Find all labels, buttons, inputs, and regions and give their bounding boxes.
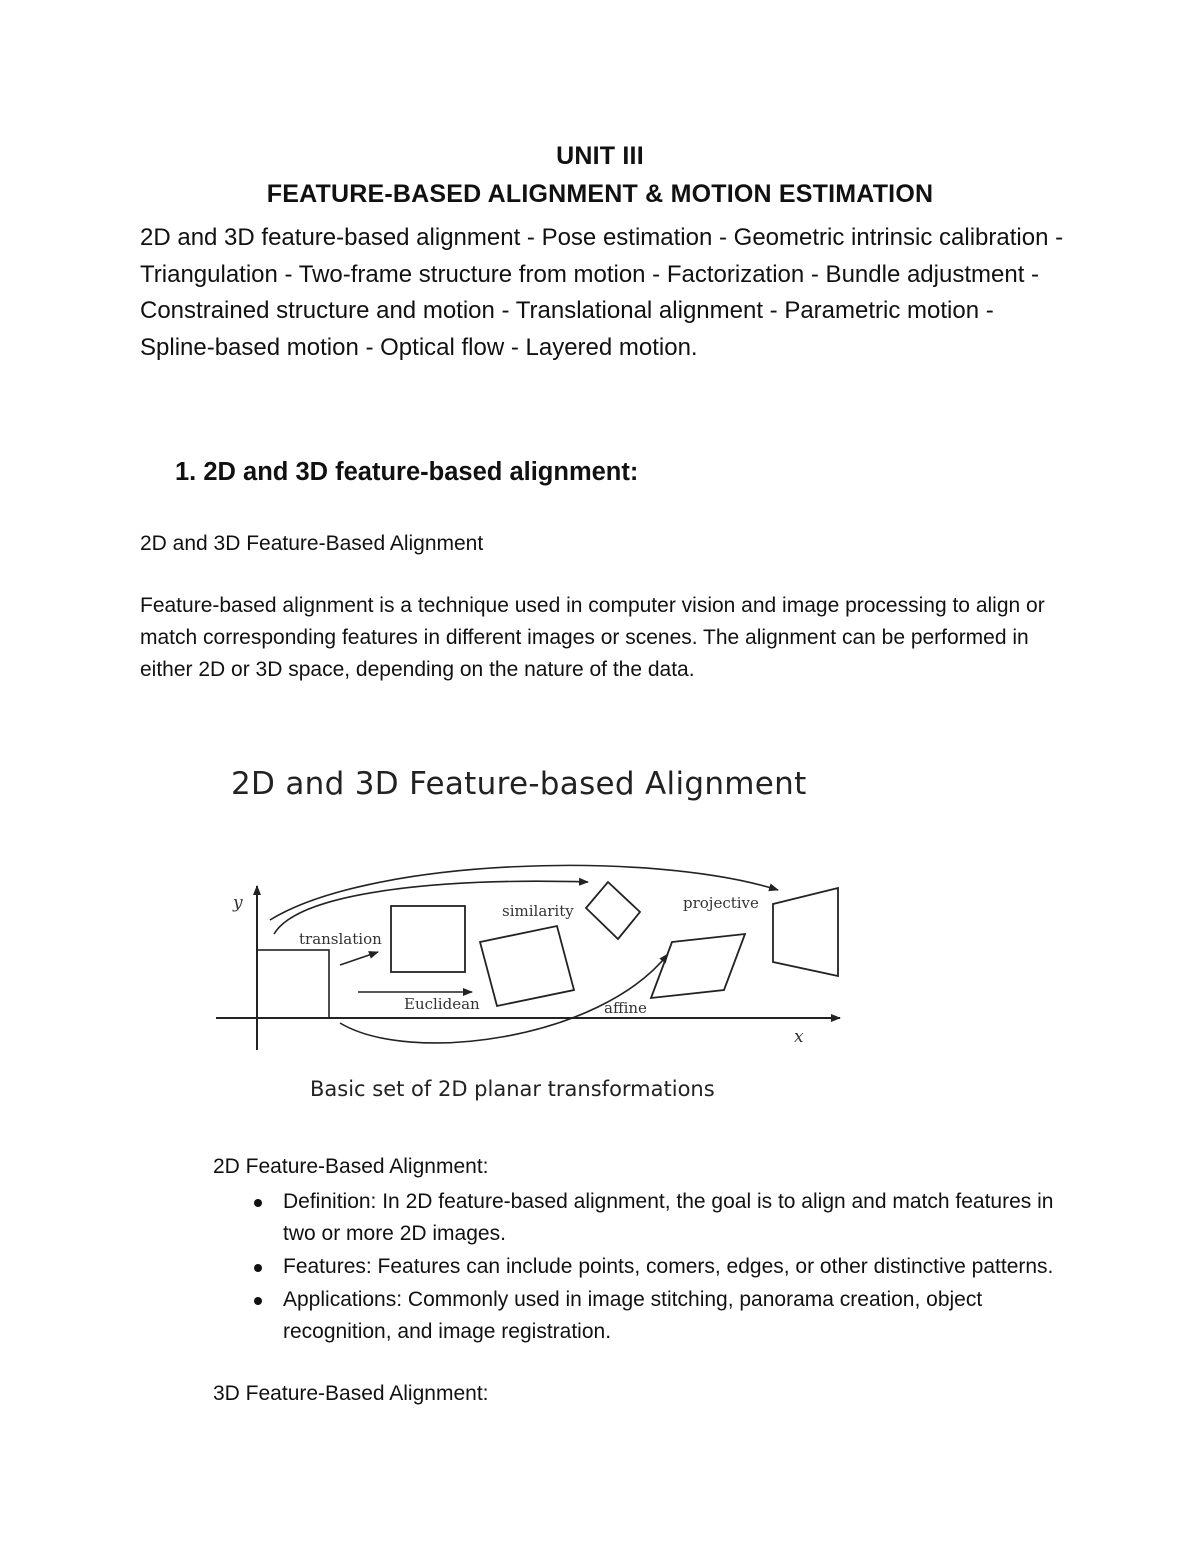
- list-item-text: Definition: In 2D feature-based alignment, the goal is to align and match features in two or more 2D images.: [283, 1190, 1054, 1245]
- figure-title: 2D and 3D Feature-based Alignment: [231, 766, 807, 802]
- bullet-icon: [254, 1297, 262, 1305]
- similarity-label: similarity: [502, 902, 574, 920]
- y-axis-label: y: [233, 893, 243, 913]
- original-square: [257, 950, 329, 1018]
- list-item-text: Applications: Commonly used in image stitching, panorama creation, object recognition, and image registration.: [283, 1288, 983, 1343]
- list-item: [250, 1284, 1060, 1348]
- translation-label: translation: [299, 930, 382, 948]
- figure-caption: Basic set of 2D planar transformations: [310, 1077, 715, 1101]
- planar-transformations-diagram: [200, 860, 860, 1060]
- projective-label: projective: [683, 894, 759, 912]
- alignment-2d-heading: 2D Feature-Based Alignment:: [213, 1155, 489, 1178]
- bullet-icon: [254, 1199, 262, 1207]
- bullet-icon: [254, 1264, 262, 1272]
- list-item: [250, 1186, 1060, 1250]
- affine-parallelogram: [651, 934, 745, 998]
- euclidean-square: [480, 926, 574, 1006]
- alignment-3d-heading: 3D Feature-Based Alignment:: [213, 1382, 489, 1405]
- syllabus-topics: 2D and 3D feature-based alignment - Pose estimation - Geometric intrinsic calibration - Triangulation - Two-frame structure from motion - Factorization - Bundle adjustment - Constrained structure and motion - Translational alignment - Parametric motion - Spline-based motion - Optical flow - Layered motion.: [140, 224, 1064, 361]
- document-title: FEATURE-BASED ALIGNMENT & MOTION ESTIMATION: [266, 180, 934, 208]
- x-axis-label: x: [794, 1027, 804, 1047]
- similarity-square: [586, 882, 640, 939]
- intro-paragraph: Feature-based alignment is a technique used in computer vision and image processing to align or match corresponding features in different images or scenes. The alignment can be performed in either 2D or 3D space, depending on the nature of the data.: [140, 594, 1045, 681]
- translation-arrow: [340, 952, 378, 965]
- euclidean-label: Euclidean: [404, 995, 480, 1013]
- projective-trapezoid: [773, 888, 838, 976]
- section-heading: 1. 2D and 3D feature-based alignment:: [175, 458, 639, 486]
- section-subheading: 2D and 3D Feature-Based Alignment: [140, 532, 484, 555]
- list-item: [250, 1251, 1060, 1283]
- alignment-2d-list: [250, 1186, 1060, 1349]
- affine-label: affine: [604, 999, 647, 1017]
- translated-square: [391, 906, 465, 972]
- list-item-text: Features: Features can include points, comers, edges, or other distinctive patterns.: [283, 1255, 1054, 1278]
- unit-title: UNIT III: [556, 142, 644, 170]
